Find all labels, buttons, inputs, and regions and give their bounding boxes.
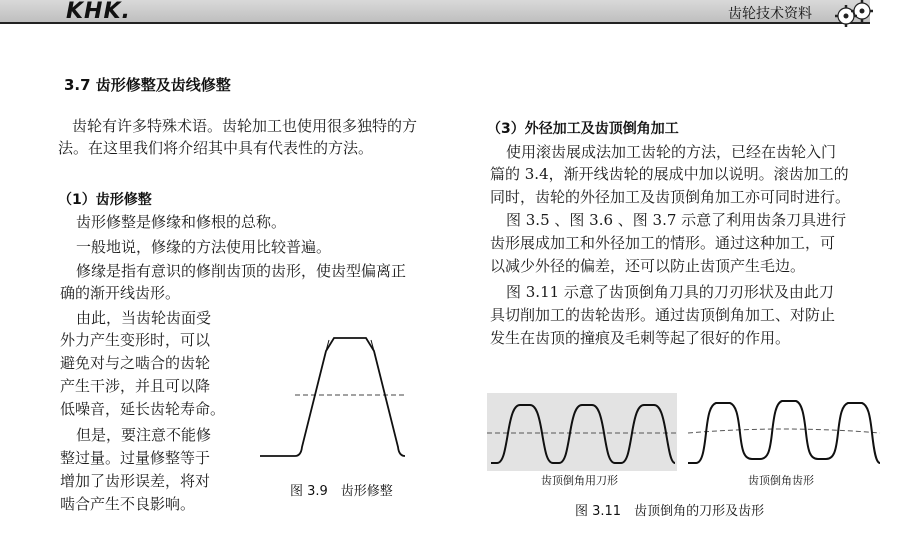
narrow-line-8: 增加了齿形误差，将对: [60, 472, 211, 490]
subsection-1-heading: （1）齿形修整: [58, 192, 152, 208]
gear-label: 齿顶倒角齿形: [748, 474, 814, 487]
sub3-line-6: 以减少外径的偏差，还可以防止齿顶产生毛边。: [490, 257, 806, 275]
sub3-line-4: 图 3.5 、图 3.6 、图 3.7 示意了利用齿条刀具进行: [506, 211, 847, 229]
sub3-line-5: 齿形展成加工和外径加工的情形。通过这种加工，可: [490, 234, 836, 252]
chamfer-cutter-figure: [487, 393, 677, 471]
narrow-line-7: 整过量。过量修整等于: [60, 449, 211, 467]
gear-tooth-profile: [688, 401, 880, 463]
narrow-line-1: 由此，当齿轮齿面受: [76, 309, 212, 327]
chamfered-gear-figure: [686, 393, 882, 471]
subsection-3-heading: （3）外径加工及齿顶倒角加工: [487, 121, 679, 137]
narrow-line-3: 避免对与之啮合的齿轮: [60, 354, 211, 372]
gear-icon: [832, 0, 876, 30]
sub3-line-9: 发生在齿顶的撞痕及毛刺等起了很好的作用。: [490, 329, 791, 347]
figure-3-11-caption: 图 3.11 齿顶倒角的刀形及齿形: [575, 504, 765, 519]
cutter-label: 齿顶倒角用刀形: [541, 474, 618, 487]
narrow-line-2: 外力产生变形时，可以: [60, 331, 211, 349]
narrow-line-6: 但是，要注意不能修: [76, 426, 212, 444]
narrow-line-4: 产生干涉，并且可以降: [60, 377, 211, 395]
tooth-profile-figure: [255, 325, 425, 465]
header-title: 齿轮技术资料: [728, 6, 812, 22]
sub1-para-3b: 确的渐开线齿形。: [60, 284, 181, 302]
sub1-para-1: 齿形修整是修缘和修根的总称。: [76, 213, 287, 231]
gear-pitch-line: [688, 429, 880, 433]
sub3-line-8: 具切削加工的齿轮齿形。通过齿顶倒角加工、对防止: [490, 306, 836, 324]
modified-tooth-outline: [260, 338, 405, 456]
narrow-line-5: 低噪音，延长齿轮寿命。: [60, 400, 226, 418]
page-header: [0, 0, 921, 26]
sub3-line-1: 使用滚齿展成法加工齿轮的方法，已经在齿轮入门: [506, 143, 837, 161]
sub3-line-2: 篇的 3.4，渐开线齿轮的展成中加以说明。滚齿加工的: [490, 165, 849, 183]
intro-line-1: 齿轮有许多特殊术语。齿轮加工也使用很多独特的方: [72, 117, 418, 135]
sub3-line-7: 图 3.11 示意了齿顶倒角刀具的刀刃形状及由此刀: [506, 283, 834, 301]
khk-logo: KHK.: [66, 0, 131, 24]
intro-line-2: 法。在这里我们将介绍其中具有代表性的方法。: [58, 139, 374, 157]
narrow-line-9: 啮合产生不良影响。: [60, 495, 196, 513]
sub1-para-3a: 修缘是指有意识的修削齿顶的齿形，使齿型偏离正: [76, 262, 407, 280]
figure-3-9-caption: 图 3.9 齿形修整: [290, 484, 393, 499]
sub1-para-2: 一般地说，修缘的方法使用比较普遍。: [76, 238, 332, 256]
section-title: 3.7 齿形修整及齿线修整: [64, 76, 231, 94]
sub3-line-3: 同时，齿轮的外径加工及齿顶倒角加工亦可同时进行。: [490, 188, 851, 206]
